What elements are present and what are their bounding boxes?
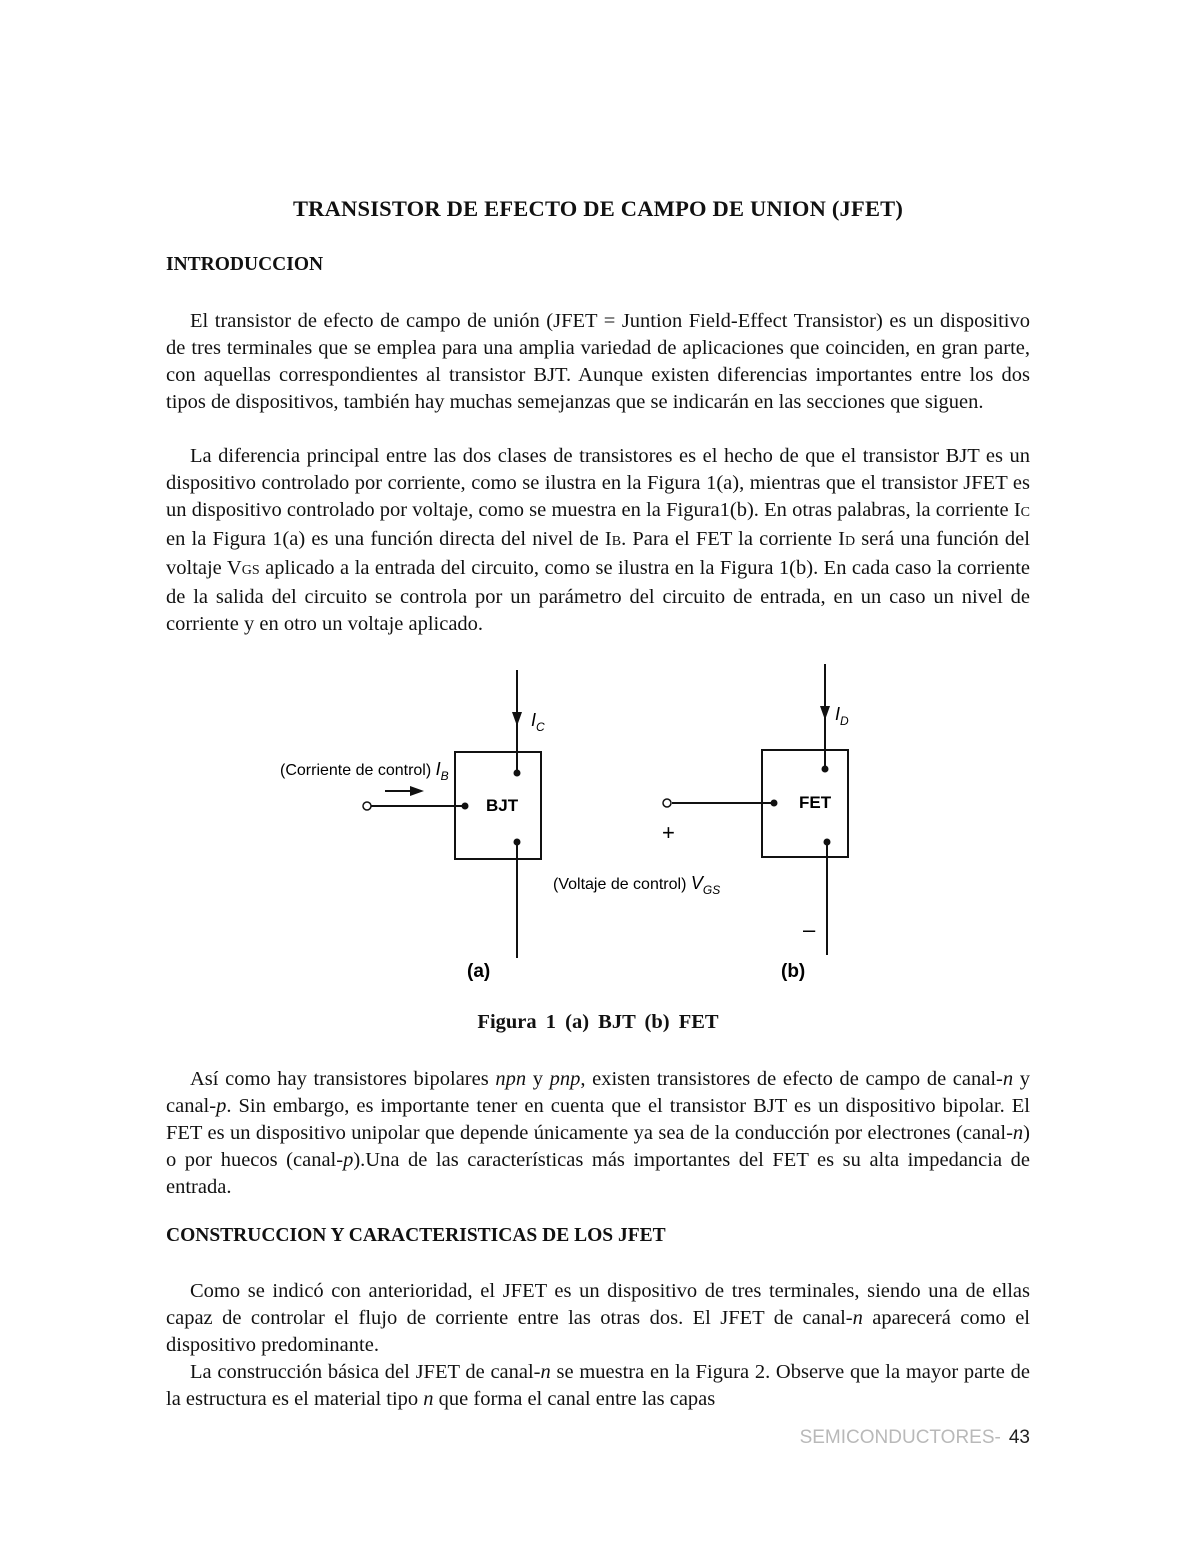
subfigure-b-label: (b)	[781, 961, 806, 982]
paragraph-intro-1	[166, 308, 1030, 416]
bjt-label: BJT	[486, 796, 519, 815]
ib-label: (Corriente de control) $I_B$	[280, 759, 449, 783]
paragraph-text: El transistor de efecto de campo de unión (JFET = Juntion Field-Effect Transistor) es un dispositivo de tres terminales que se emplea para una amplia variedad de aplicaciones que coinciden, en gran parte, con aquellas correspondientes al transistor BJT. Aunque existen diferencias importantes entre los dos tipos de dispositivos, también hay muchas semejanzas que se indicarán en las secciones que siguen.	[166, 310, 1030, 413]
paragraph-text: en la Figura 1(a) es una función directa del nivel de I	[166, 528, 612, 550]
paragraph-text: La construcción básica del JFET de canal-	[190, 1361, 541, 1383]
id-arrow	[820, 706, 830, 720]
paragraph-text: y canal-	[166, 1068, 1031, 1117]
italic-term: n	[1012, 1122, 1024, 1144]
paragraph-text: Como se indicó con anterioridad, el JFET es un dispositivo de tres terminales, siendo una de ellas capaz de controlar el flujo de corriente entre las otras dos. El JFET de canal-	[166, 1280, 1030, 1329]
fet-label: FET	[799, 793, 832, 812]
fet-source-node	[824, 839, 831, 846]
id-label: $I_D$	[835, 704, 849, 728]
subfigure-a-label: (a)	[467, 961, 491, 982]
subscript-b: B	[611, 534, 622, 549]
ib-arrow-head	[410, 786, 424, 796]
plus-sign: +	[662, 820, 675, 845]
page-title: TRANSISTOR DE EFECTO DE CAMPO DE UNION (JFET)	[292, 196, 904, 221]
paragraph-text: . Sin embargo, es importante tener en cuenta que el transistor BJT es un dispositivo bipolar. El FET es un dispositivo unipolar que depende únicamente ya sea de la conducción por electrones (canal-	[166, 1095, 1030, 1144]
fet-gate-node	[771, 800, 778, 807]
paragraph-text: . Para el FET la corriente I	[621, 528, 845, 550]
subscript-d: D	[844, 534, 856, 549]
paragraph-text: aplicado a la entrada del circuito, como se ilustra en la Figura 1(b). En cada caso la corriente de la salida del circuito se controla por un parámetro del circuito de entrada, en un caso un nivel de corriente y en otro un voltaje aplicado.	[166, 557, 1031, 635]
italic-term: pnp	[549, 1068, 581, 1090]
paragraph-text: Así como hay transistores bipolares	[190, 1068, 496, 1090]
minus-sign: –	[803, 917, 816, 942]
subscript-c: C	[1020, 505, 1030, 520]
paragraph-construccion-2	[166, 1359, 1030, 1413]
paragraph-text: La diferencia principal entre las dos clases de transistores es el hecho de que el transistor BJT es un dispositivo controlado por corriente, como se ilustra en la Figura 1(a), mientras que el transistor JFET es un dispositivo controlado por voltaje, como se muestra en la Figura1(b). En otras palabras, la corriente I	[166, 445, 1030, 521]
fet-drain-node	[822, 766, 829, 773]
bjt-base-node	[462, 803, 469, 810]
paragraph-construccion-1	[166, 1278, 1030, 1359]
paragraph-text: ).Una de las características más importantes del FET es su alta impedancia de entrada.	[166, 1149, 1030, 1198]
paragraph-text: que forma el canal entre las capas	[433, 1388, 716, 1410]
paragraph-text: se muestra en la Figura 2. Observe que la mayor parte de la estructura es el material tipo	[166, 1361, 1030, 1410]
subscript-gs: GS	[241, 563, 260, 578]
italic-term: npn	[495, 1068, 527, 1090]
ic-arrow	[512, 712, 522, 726]
paragraph-text: , existen transistores de efecto de campo de canal-	[580, 1068, 1003, 1090]
footer-series-title: SEMICONDUCTORES-	[799, 1427, 1001, 1448]
bjt-box	[455, 752, 541, 859]
section-heading-construccion: CONSTRUCCION Y CARACTERISTICAS DE LOS JFET	[166, 1225, 666, 1246]
paragraph-text: aparecerá como el dispositivo predominante.	[166, 1307, 1030, 1356]
fet-symbol	[553, 664, 849, 955]
italic-term: n	[852, 1307, 863, 1329]
paragraph-intro-2	[166, 443, 1030, 638]
italic-term: p	[216, 1095, 227, 1117]
bjt-emitter-node	[514, 839, 521, 846]
figure-caption: Figura 1 (a) BJT (b) FET	[477, 1011, 719, 1033]
italic-term: p	[343, 1149, 354, 1171]
page-footer	[800, 1427, 1030, 1449]
italic-term: n	[1002, 1068, 1014, 1090]
paragraph-intro-3	[166, 1066, 1030, 1201]
vgs-label: (Voltaje de control) $V_{GS}$	[553, 873, 721, 897]
fet-gate-terminal	[663, 799, 671, 807]
italic-term: n	[423, 1388, 434, 1410]
bjt-symbol	[280, 670, 545, 958]
fet-box	[762, 750, 848, 857]
paragraph-text: ) o por huecos (canal-	[166, 1122, 1030, 1171]
paragraph-text: y	[526, 1068, 550, 1090]
page-number: 43	[1008, 1427, 1030, 1448]
bjt-collector-node	[514, 770, 521, 777]
bjt-base-terminal	[363, 802, 371, 810]
italic-term: n	[540, 1361, 551, 1383]
ic-label: $I_C$	[531, 710, 545, 734]
paragraph-text: será una función del voltaje V	[166, 528, 1030, 579]
section-heading-introduccion: INTRODUCCION	[166, 254, 324, 275]
